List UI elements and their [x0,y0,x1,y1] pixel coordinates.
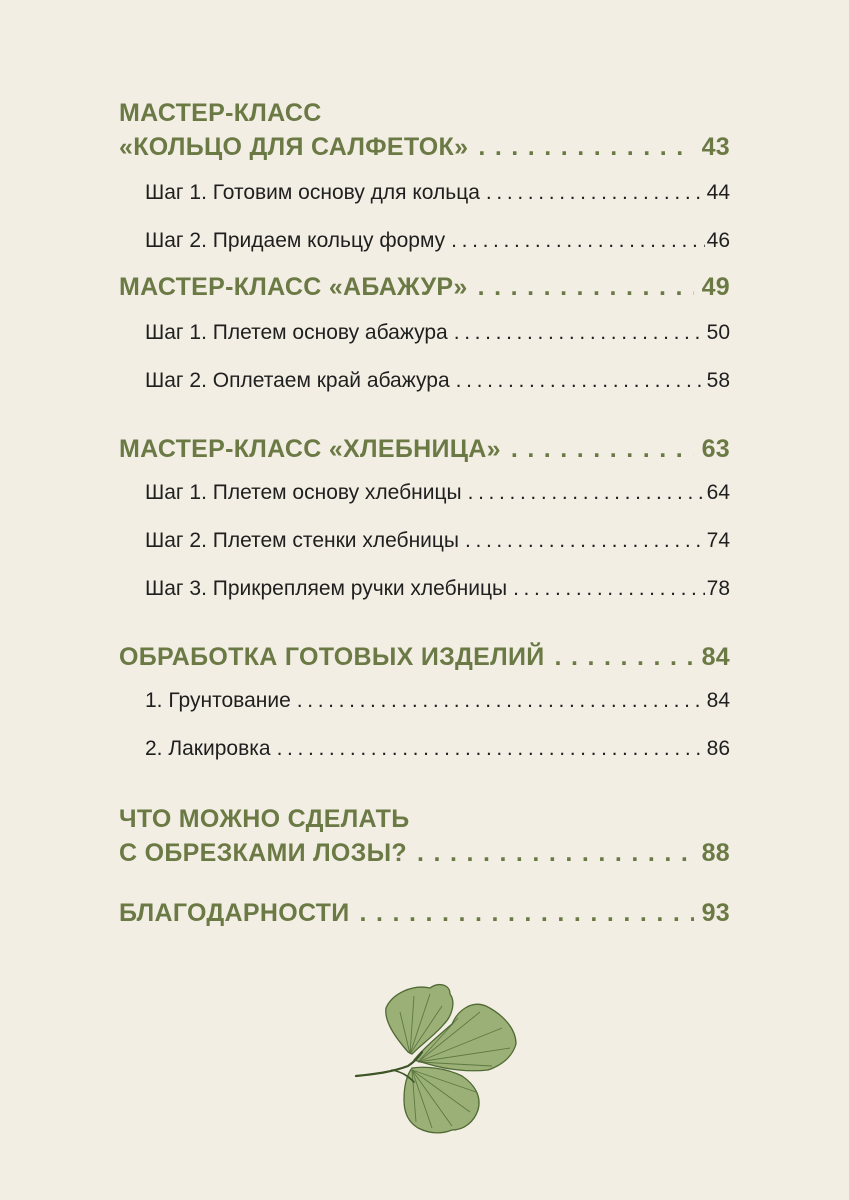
page-number: 84 [706,689,730,712]
subsection-entry[interactable] [119,734,730,764]
dot-leader [454,318,705,339]
page-number: 64 [706,481,730,504]
dot-leader [277,734,705,755]
section-entry[interactable] [119,640,730,674]
page-number: 49 [701,273,730,301]
page-number: 74 [706,529,730,552]
section-title-line: ЧТО МОЖНО СДЕЛАТЬ [119,805,410,833]
page-number: 44 [706,181,730,204]
subsection-entry[interactable] [119,366,730,396]
section-entry[interactable] [119,896,730,930]
subsection-title: Шаг 1. Готовим основу для кольца [145,181,480,204]
page-number: 78 [706,577,730,600]
dot-leader [297,686,705,707]
dot-leader [417,836,694,861]
table-of-contents [119,96,730,930]
subsection-entry[interactable] [119,226,730,256]
toc-section [119,270,730,396]
section-entry[interactable] [119,836,730,870]
subsection-entry[interactable] [119,178,730,208]
subsection-title: Шаг 2. Оплетаем край абажура [145,369,450,392]
page-number: 84 [701,643,730,671]
subsection-title: Шаг 1. Плетем основу абажура [145,321,448,344]
section-title: С ОБРЕЗКАМИ ЛОЗЫ? [119,839,407,867]
page-number: 58 [706,369,730,392]
dot-leader [478,270,694,295]
page-number: 46 [706,229,730,252]
section-title-line: МАСТЕР-КЛАСС [119,99,322,127]
section-entry[interactable] [119,270,730,304]
subsection-entry[interactable] [119,686,730,716]
section-title: МАСТЕР-КЛАСС «ХЛЕБНИЦА» [119,435,501,463]
subsection-entry[interactable] [119,574,730,604]
subsection-title: 2. Лакировка [145,737,271,760]
subsection-title: Шаг 2. Плетем стенки хлебницы [145,529,460,552]
page-number: 50 [706,321,730,344]
subsection-entry[interactable] [119,318,730,348]
toc-section [119,640,730,764]
dot-leader [555,640,694,665]
section-entry[interactable] [119,130,730,164]
dot-leader [360,896,694,921]
page-number: 63 [701,435,730,463]
subsection-title: Шаг 1. Плетем основу хлебницы [145,481,462,504]
section-title: «КОЛЬЦО ДЛЯ САЛФЕТОК» [119,133,469,161]
page-number: 88 [701,839,730,867]
page-number: 86 [706,737,730,760]
subsection-title: 1. Грунтование [145,689,291,712]
subsection-title: Шаг 2. Придаем кольцу форму [145,229,446,252]
page-number: 43 [701,133,730,161]
dot-leader [513,574,705,595]
toc-section [119,96,730,256]
toc-section [119,432,730,604]
dot-leader [456,366,705,387]
subsection-entry[interactable] [119,478,730,508]
dot-leader [465,526,705,547]
section-title: МАСТЕР-КЛАСС «АБАЖУР» [119,273,468,301]
dot-leader [468,478,705,499]
section-title: ОБРАБОТКА ГОТОВЫХ ИЗДЕЛИЙ [119,643,545,671]
page-number: 93 [701,899,730,927]
section-title: БЛАГОДАРНОСТИ [119,899,350,927]
toc-section [119,802,730,870]
section-entry[interactable] [119,432,730,466]
dot-leader [478,130,693,155]
subsection-title: Шаг 3. Прикрепляем ручки хлебницы [145,577,508,600]
dot-leader [486,178,705,199]
ginkgo-leaf-icon [352,972,522,1142]
toc-section [119,896,730,930]
dot-leader [511,432,694,457]
dot-leader [451,226,704,247]
subsection-entry[interactable] [119,526,730,556]
